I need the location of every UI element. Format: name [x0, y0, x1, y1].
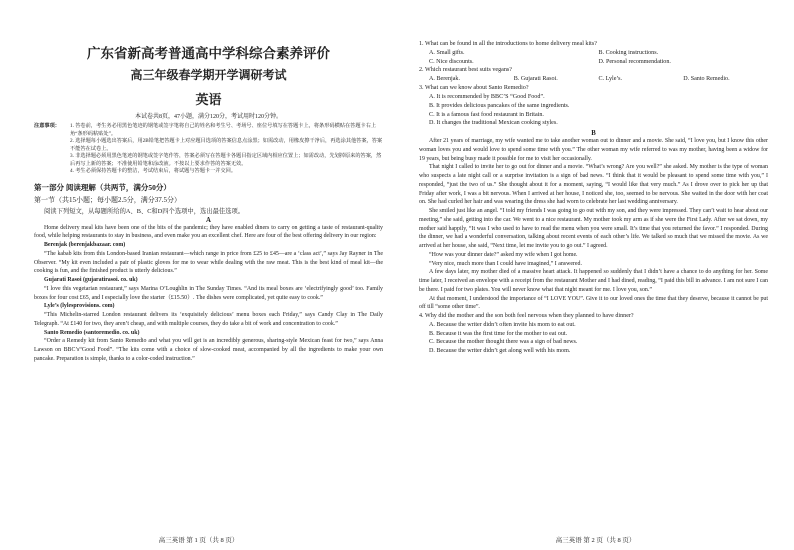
- question-option: B. Gujarati Rasoi.: [513, 76, 558, 83]
- passage-paragraph: After 21 years of marriage, my wife wanted me to take another woman out to dinner and a movie. She said, “I love you, but I know this other woman loves you and would love to spend some time with you.” The other woman my wife referred to was my mother, having been a widow for 19 years, but being busy made it possible for me to visit her occasionally.: [419, 138, 768, 162]
- question-option: A. It is recommended by BBC’S “Good Food”.: [429, 93, 545, 100]
- page-footer: 高三英语 第 1 页（共 8 页）: [158, 537, 239, 544]
- question-option: A. Berenjak.: [429, 76, 460, 83]
- passage-paragraph: At that moment, I understood the importance of “I LOVE YOU”. Give it to our loved ones the time that they deserve, because it cannot be put off till “some other time”.: [419, 295, 768, 311]
- question-stem: 4. Why did the mother and the son both feel nervous when they planned to have dinner?: [419, 312, 634, 319]
- exam-subtitle: 高三年级春学期开学调研考试: [130, 68, 287, 82]
- page-footer: 高三英语 第 2 页（共 8 页）: [555, 537, 636, 544]
- question-option: C. Lyle’s.: [598, 76, 623, 83]
- question-option: D. Personal recommendation.: [598, 58, 671, 65]
- restaurant-name: Santo Remedio (santoremedio. co. uk): [44, 329, 140, 336]
- question-option: C. It is a famous fast food restaurant in Britain.: [429, 111, 544, 118]
- exam-meta: 本试卷共8页，47小题，满分120分，考试用时120分钟。: [134, 114, 282, 120]
- question-stem: 2. Which restaurant best suits vegans?: [419, 67, 512, 74]
- notice-item: 1. 答卷前，考生务必用黑色笔迹的钢笔或签字笔将自己的姓名和考生号、考场号、座位号填写在答题卡上，将条形码横贴在答题卡右上角“条形码粘贴处”。: [70, 123, 377, 137]
- question-option: C. Because the mother thought there was a sign of bad news.: [429, 339, 578, 346]
- restaurant-review: “This Michelin-starred London restaurant delivers its ‘exquisitely delicious’ menu boxes each Friday,” says Candy Clay in The Daily Telegraph. “At £140 for two, they aren’t cheap, and with multiple courses, they do take a bit of work and concentration to cook.”: [34, 312, 383, 327]
- passage-paragraph: That night I called to invite her to go out for dinner and a movie. “What’s wrong? Are you well?” she asked. My mother is the type of woman who suspects a late night call or a surprise invitation is a sign of bad news. “I think that it would be pleasant to spend some time with you,” I responded, “just the two of us.” She thought about it for a moment, saying, “I would like that very much.” As I drove over to pick her up that Friday after work, I was a bit nervous. When I arrived at her house, I noticed she, too, seemed to be nervous. She waited in the door with her coat on. She had curled her hair and was wearing the dress she had worn to celebrate her last wedding anniversary.: [419, 164, 768, 206]
- passage-paragraph: “How was your dinner date?” asked my wife when I got home.: [429, 251, 578, 258]
- question-option: C. Nice discounts.: [429, 58, 474, 65]
- section-heading: 第一节（共15小题；每小题2.5分，满分37.5分）: [34, 195, 181, 204]
- question-option: D. It changes the traditional Mexican cooking styles.: [429, 120, 558, 127]
- subject-title: 英语: [195, 92, 222, 107]
- question-stem: 1. What can be found in all the introductions to home delivery meal kits?: [419, 41, 597, 47]
- passage-paragraph: “Very nice, much more than I could have imagined,” I answered.: [429, 260, 582, 267]
- question-option: B. It provides delicious pancakes of the same ingredients.: [429, 102, 570, 109]
- question-option: A. Because the writer didn’t often invite his mom to eat out.: [429, 321, 576, 328]
- notice-block: [34, 123, 383, 176]
- section-instruction: 阅读下列短文，从每题所给的A、B、C和D四个选项中，选出最佳选项。: [44, 207, 245, 215]
- question-option: B. Cooking instructions.: [598, 49, 659, 56]
- notice-item: 4. 考生必须保持答题卡的整洁，考试结束后，将试题与答题卡一并交回。: [70, 168, 237, 175]
- passage-paragraph: She smiled just like an angel. “I told my friends I was going to go out with my son, and they were impressed. They can’t wait to hear about our meeting,” she said, getting into the car. We went to a nice restaurant. My mother took my arm as if she were the First Lady. After we sat down, my mother said happily, “It was I who used to have to read the menu when you were small. It’s time that you returned the favor.” I responded. During the dinner, we had a wonderful conversation, talking about recent events of each other’s life. We talked so much that we missed the movie. As we arrived at her house, she said, “Next time, let me invite you to go out.” I agreed.: [419, 208, 768, 250]
- restaurant-name: Gujarati Rasoi (gujaratirasoi. co. uk): [44, 277, 138, 284]
- notice-label: 注意事项：: [34, 123, 60, 129]
- part-heading: 第一部分 阅读理解（共两节，满分50分）: [34, 182, 171, 192]
- restaurant-review: “I love this vegetarian restaurant,” says Marina O’Loughlin in The Sunday Times. “And its meal boxes are ‘electrifyingly good’ too. Family boxes for four cost £65, and I especially love the starter（£15.50）. The dishes were complicated, yet quite easy to cook.”: [34, 285, 383, 301]
- notice-item: 2. 选择题每小题选出答案后，用2B铅笔把答题卡上对应题目选项的答案信息点涂黑；如需改动，用橡皮擦干净后，再选涂其他答案，答案不能答在试卷上。: [70, 138, 383, 152]
- question-option: B. Because it was the first time for the mother to eat out.: [429, 330, 568, 337]
- passage-intro: Home delivery meal kits have been one of the bits of the pandemic; they have enabled diners to carry on getting a taste of restaurant-quality food, while helping restaurants to stay in business, and even make you an excellent chef. Here are four of the best offering delivery in our region:: [34, 224, 383, 240]
- restaurant-name: Berenjak (berenjakbazaar. com): [44, 242, 126, 249]
- restaurant-review: “Order a Remedy kit from Santo Remedio and what you will get is an incredibly generous, sharing-style Mexican feast for two,” says Anna Lawson on BBC’s“Good Food”. “The kits come with a choice of slow-cooked meat, accompanied by all the ingredients to make your own pancake. Preparation is simple, thanks to a color-coded instruction.”: [34, 338, 383, 362]
- question-option: D. Santo Remedio.: [683, 76, 730, 83]
- passage-letter: B: [591, 130, 596, 138]
- question-option: A. Small gifts.: [429, 49, 465, 56]
- notice-item: 3. 非选择题必须用黑色笔迹的钢笔或签字笔作答，答案必须写在答题卡各题目指定区域内相应位置上；如需改动，先划掉原来的答案，然后再写上新的答案；不准使用铅笔和涂改液。不按以上要求作答的答案无效。: [70, 153, 382, 167]
- exam-title: 广东省新高考普通高中学科综合素养评价: [87, 46, 330, 61]
- question-stem: 3. What can we know about Santo Remedio?: [419, 85, 529, 92]
- question-option: D. Because the writer didn’t get along well with his mom.: [429, 348, 571, 355]
- restaurant-review: “The kabab kits from this London-based Iranian restaurant—which range in price from £25 to £45—are a ‘class act’,” says Jay Rayner in The Observer. “My kit even included a pair of plastic gloves for me to wear while dealing with the raw meat. This is the best kind of meal kit—the cooking is fun, and the finished product is utterly delicious.”: [34, 250, 383, 275]
- passage-letter: A: [206, 216, 211, 224]
- restaurant-name: Lyle’s (lylesprovisions. com): [44, 303, 115, 310]
- page-two: [397, 0, 794, 550]
- passage-paragraph: A few days later, my mother died of a massive heart attack. It happened so suddenly that I didn’t have a chance to do anything for her. Some time later, I received an envelope with a receipt from the restaurant Mother and I had dined, reading, “I paid this bill in advance. I am not sure I can be there. I paid for two plates. You will never know what that night meant for me. I love you, son.”: [419, 269, 768, 293]
